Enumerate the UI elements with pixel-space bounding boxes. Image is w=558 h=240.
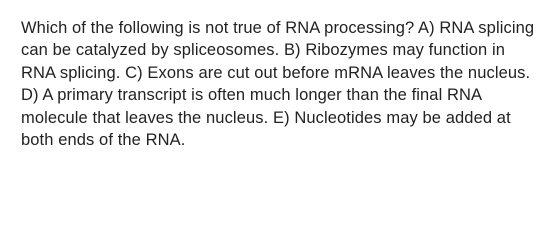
question-text: Which of the following is not true of RNA processing? A) RNA splicing can be catalyzed by spliceosomes. B) Ribozymes may function in RNA splicing. C) Exons are cut out before mRNA leaves the nucleus. D) A primary transcript is often much longer than the final RNA molecule that leaves the nucleus. E) Nucleotides may be added at both ends of the RNA.	[21, 19, 535, 150]
